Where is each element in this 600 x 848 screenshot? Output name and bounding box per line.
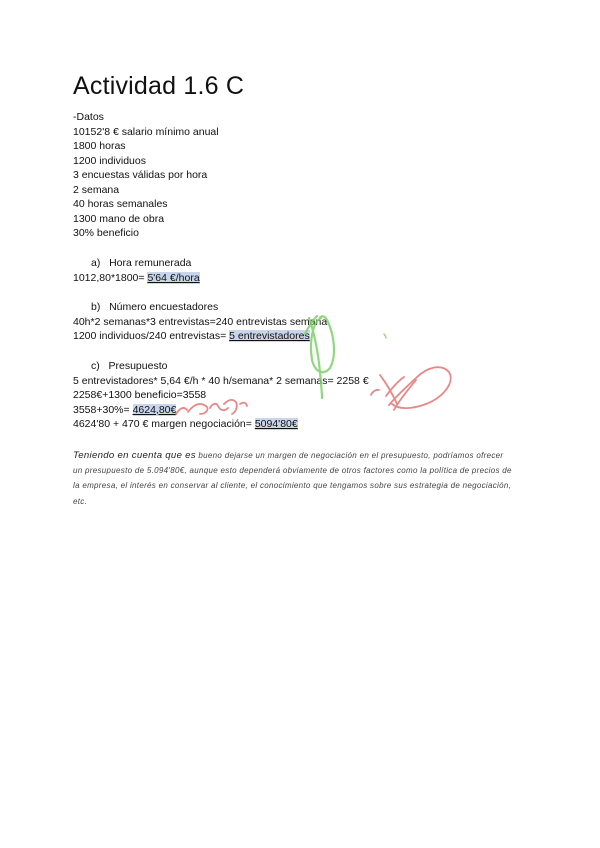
section-b-line2 (73, 329, 310, 343)
section-a-heading: a) Hora remunerada (91, 257, 192, 269)
section-b-result: 5 entrevistadores (229, 330, 310, 342)
conclusion-lead: Teniendo en cuenta que es (73, 450, 196, 461)
section-c-heading: c) Presupuesto (91, 360, 168, 372)
section-a-calc-text: 1012,80*1800= (73, 271, 145, 284)
datos-item: 30% beneficio (73, 227, 139, 239)
datos-item: 1800 horas (73, 140, 126, 152)
section-a-result: 5'64 €/hora (147, 271, 200, 284)
datos-item: 10152'8 € salario mínimo anual (73, 125, 219, 138)
section-b-line2-text: 1200 individuos/240 entrevistas= (73, 330, 227, 342)
section-c-line4 (73, 417, 298, 431)
page-title: Actividad 1.6 C (73, 72, 245, 100)
section-b-line1: 40h*2 semanas*3 entrevistas=240 entrevistas semana (73, 315, 328, 328)
datos-item: 1300 mano de obra (73, 212, 165, 225)
section-a-calc (73, 271, 200, 285)
section-c-line3 (73, 403, 176, 417)
section-c-line1: 5 entrevistadores* 5,64 €/h * 40 h/semana* 2 semanas= 2258 € (73, 374, 369, 387)
section-c-line2: 2258€+1300 beneficio=3558 (73, 389, 207, 401)
datos-item: 3 encuestas válidas por hora (73, 169, 208, 181)
section-c-line3-text: 3558+30%= (73, 403, 130, 416)
datos-item: 2 semana (73, 183, 120, 196)
datos-item: 1200 individuos (73, 154, 146, 167)
conclusion-paragraph (73, 448, 513, 509)
datos-header: -Datos (73, 111, 104, 123)
section-c-line4-result: 5094'80€ (254, 418, 298, 430)
datos-item: 40 horas semanales (73, 198, 168, 210)
section-c-line4-text: 4624'80 + 470 € margen negociación= (73, 418, 252, 430)
section-b-heading: b) Número encuestadores (91, 301, 219, 313)
conclusion-body: bueno dejarse un margen de negociación en el presupuesto, podríamos ofrecer un presupuesto de 5.094'80€, aunque esto dependerá obviamente de otros factores como la política de precios de la empresa, el interés en conservar al cliente, el conocimiento que tengamos sobre sus estrategia de negociación, etc. (73, 451, 512, 506)
section-c-line3-result: 4624,80€ (132, 403, 177, 416)
